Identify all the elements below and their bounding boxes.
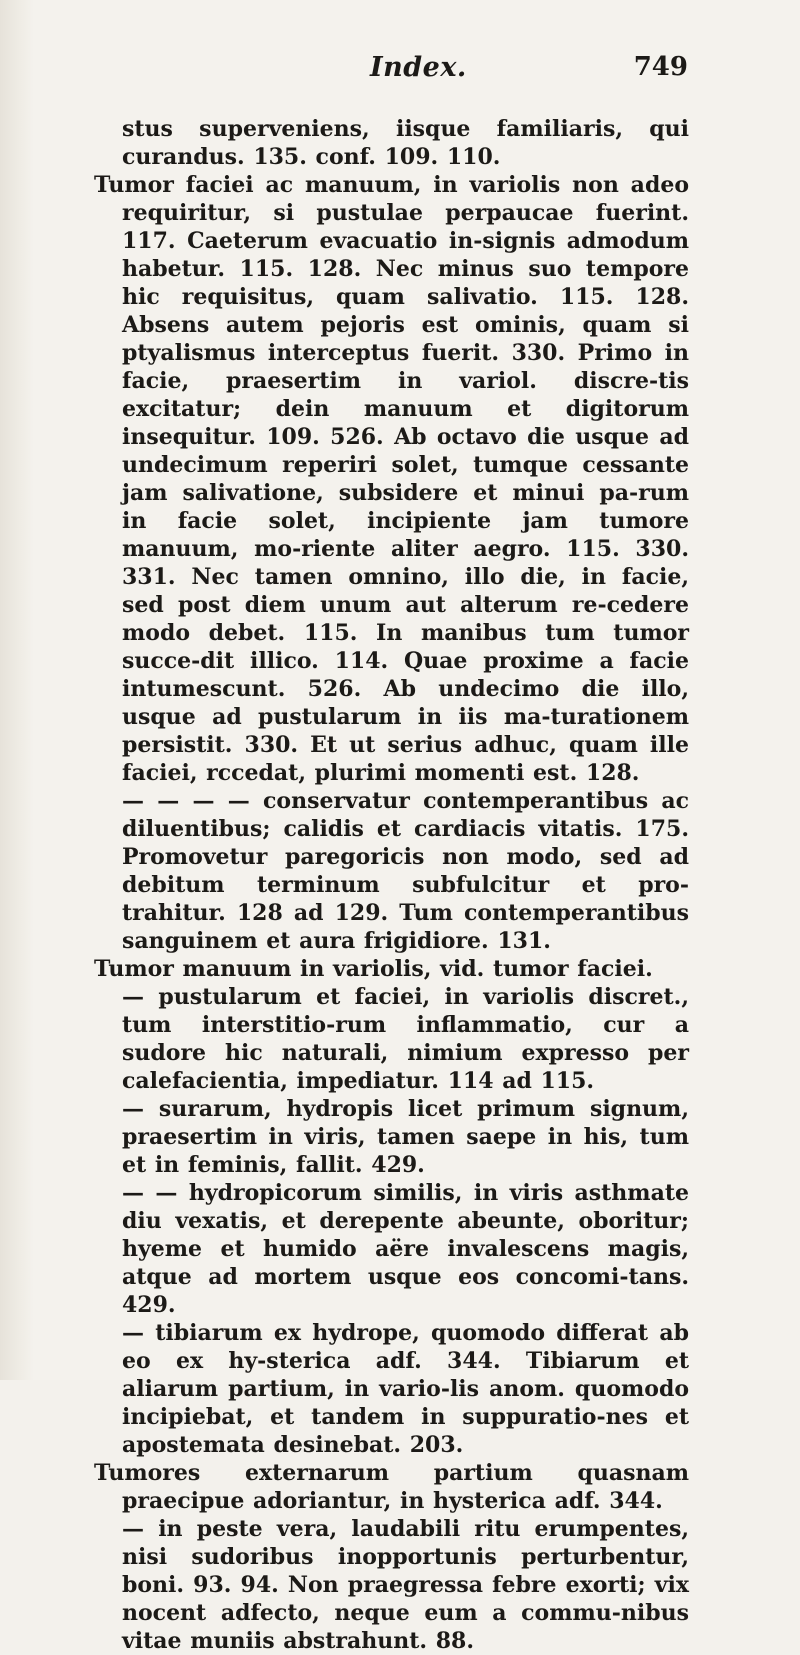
index-entry: — tibiarum ex hydrope, quomodo differat ab eo ex hy-sterica adf. 344. Tibiarum et aliarum partium, in vario-lis anom. quomodo incipiebat, et tandem in suppuratio-nes et apostemata desinebat. 203. xyxy=(122,1320,689,1458)
index-entry: — pustularum et faciei, in variolis discret., tum interstitio-rum inflammatio, cur a sudore hic naturali, nimium expresso per calefacientia, impediatur. 114 ad 115. xyxy=(122,984,689,1094)
index-entry: Tumor faciei ac manuum, in variolis non adeo requiritur, si pustulae perpaucae fuerint. 117. Caeterum evacuatio in-signis admodum habetur. 115. 128. Nec minus suo tempore hic requisitus, quam salivatio. 115. 128. Absens autem pejoris est ominis, quam si ptyalismus interceptus fuerit. 330. Primo in facie, praesertim in variol. discre-tis excitatur; dein manuum et digitorum insequitur. 109. 526. Ab octavo die usque ad undecimum reperiri solet, tumque cessante jam salivatione, subsidere et minui pa-rum in facie solet, incipiente jam tumore manuum, mo-riente aliter aegro. 115. 330. 331. Nec tamen omnino, illo die, in facie, sed post diem unum aut alterum re-cedere modo debet. 115. In manibus tum tumor succe-dit illico. 114. Quae proxime a facie intumescunt. 526. Ab undecimo die illo, usque ad pustularum in iis ma-turationem persistit. 330. Et ut serius adhuc, quam ille faciei, rccedat, plurimi momenti est. 128. xyxy=(94,172,689,786)
index-entry: — — — — conservatur contemperantibus ac diluentibus; calidis et cardiacis vitatis. 175. Promovetur paregoricis non modo, sed ad debitum terminum subfulcitur et pro-trahitur. 128 ad 129. Tum contemperantibus sanguinem et aura frigidiore. 131. xyxy=(122,788,689,954)
index-entry: stus superveniens, iisque familiaris, qui curandus. 135. conf. 109. 110. xyxy=(122,116,689,170)
index-entry: — in peste vera, laudabili ritu erumpentes, nisi sudoribus inopportunis perturbentur, boni. 93. 94. Non praegressa febre exorti; vix nocent adfecto, neque eum a commu-nibus vitae muniis abstrahunt. 88. xyxy=(122,1516,689,1654)
index-entry: Tumores externarum partium quasnam praecipue adoriantur, in hysterica adf. 344. xyxy=(94,1460,689,1514)
running-header xyxy=(0,52,800,92)
page-number: 749 xyxy=(633,52,688,82)
page-edge-shadow xyxy=(0,0,34,1380)
index-entry: Tumor manuum in variolis, vid. tumor faciei. xyxy=(94,956,653,982)
index-entry: — surarum, hydropis licet primum signum, praesertim in viris, tamen saepe in his, tum et in feminis, fallit. 429. xyxy=(122,1096,689,1178)
index-entry: — — hydropicorum similis, in viris asthmate diu vexatis, et derepente abeunte, oboritur; hyeme et humido aëre invalescens magis, atque ad mortem usque eos concomi-tans. 429. xyxy=(122,1180,689,1318)
index-text xyxy=(94,115,689,1655)
header-title: Index. xyxy=(370,52,467,83)
